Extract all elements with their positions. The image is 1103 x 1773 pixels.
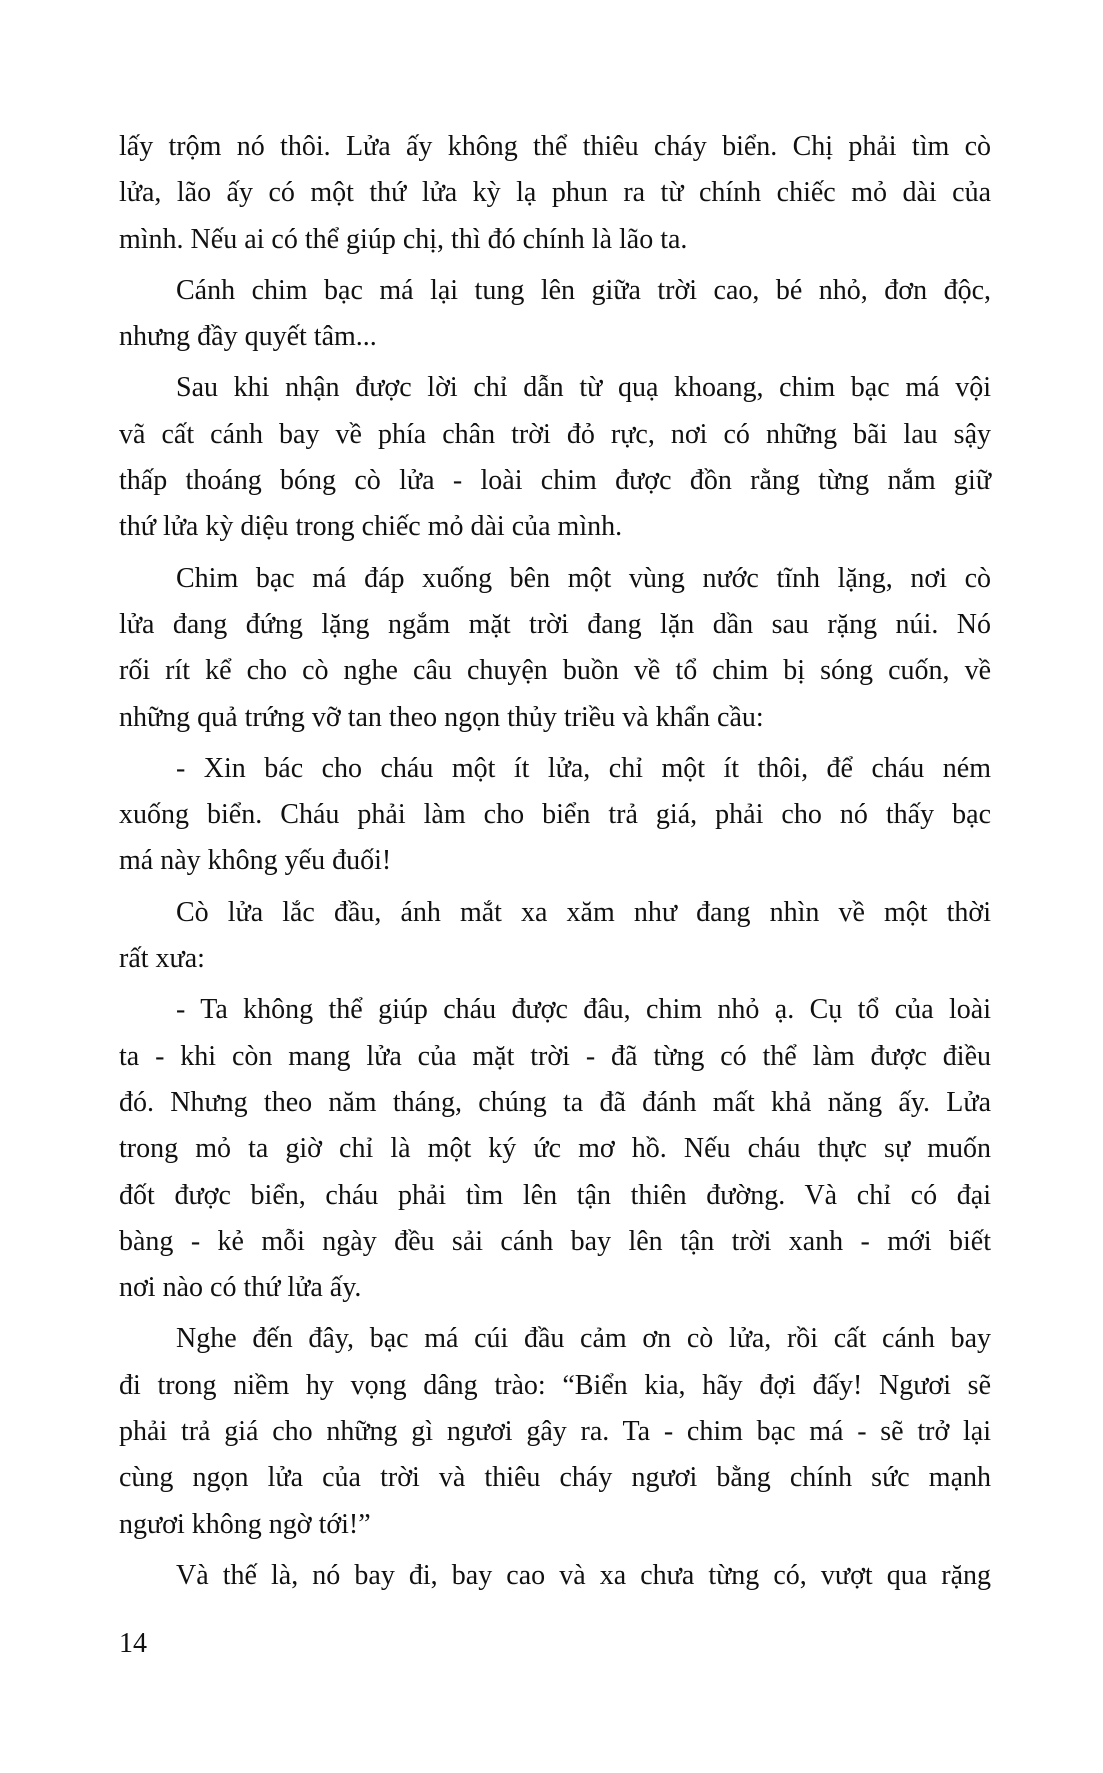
paragraph bbox=[119, 268, 991, 361]
text-line: phải trả giá cho những gì ngươi gây ra. Ta - chim bạc má - sẽ trở lại bbox=[119, 1416, 991, 1448]
text-line: xuống biển. Cháu phải làm cho biển trả giá, phải cho nó thấy bạc bbox=[119, 799, 991, 831]
text-line: - Xin bác cho cháu một ít lửa, chỉ một ít thôi, để cháu ném bbox=[176, 752, 991, 784]
paragraph bbox=[119, 890, 991, 983]
text-line: trong mỏ ta giờ chỉ là một ký ức mơ hồ. Nếu cháu thực sự muốn bbox=[119, 1133, 991, 1165]
text-line: thứ lửa kỳ diệu trong chiếc mỏ dài của mình. bbox=[119, 511, 623, 543]
text-line: thấp thoáng bóng cò lửa - loài chim được đồn rằng từng nắm giữ bbox=[119, 465, 991, 497]
paragraph bbox=[119, 1553, 991, 1599]
text-line: rối rít kể cho cò nghe câu chuyện buồn về tổ chim bị sóng cuốn, về bbox=[119, 655, 991, 687]
text-line: lửa, lão ấy có một thứ lửa kỳ lạ phun ra từ chính chiếc mỏ dài của bbox=[119, 177, 991, 209]
paragraph bbox=[119, 556, 991, 741]
text-line: đi trong niềm hy vọng dâng trào: “Biển kia, hãy đợi đấy! Ngươi sẽ bbox=[119, 1369, 991, 1401]
text-line: nơi nào có thứ lửa ấy. bbox=[119, 1272, 362, 1304]
text-line: Cánh chim bạc má lại tung lên giữa trời cao, bé nhỏ, đơn độc, bbox=[176, 274, 991, 306]
page-body-text bbox=[119, 124, 991, 1604]
text-line: đó. Nhưng theo năm tháng, chúng ta đã đánh mất khả năng ấy. Lửa bbox=[119, 1086, 991, 1118]
text-line: bàng - kẻ mỗi ngày đều sải cánh bay lên tận trời xanh - mới biết bbox=[119, 1225, 991, 1257]
text-line: Cò lửa lắc đầu, ánh mắt xa xăm như đang nhìn về một thời bbox=[176, 896, 991, 928]
text-line: Sau khi nhận được lời chỉ dẫn từ quạ khoang, chim bạc má vội bbox=[176, 372, 991, 404]
text-line: đốt được biển, cháu phải tìm lên tận thiên đường. Và chỉ có đại bbox=[119, 1179, 991, 1211]
paragraph bbox=[119, 1316, 991, 1547]
paragraph bbox=[119, 124, 991, 263]
text-line: nhưng đầy quyết tâm... bbox=[119, 321, 377, 353]
text-line: Nghe đến đây, bạc má cúi đầu cảm ơn cò lửa, rồi cất cánh bay bbox=[176, 1323, 991, 1355]
text-line: ngươi không ngờ tới!” bbox=[119, 1508, 371, 1540]
paragraph bbox=[119, 987, 991, 1311]
text-line: cùng ngọn lửa của trời và thiêu cháy ngươi bằng chính sức mạnh bbox=[119, 1462, 991, 1494]
text-line: lấy trộm nó thôi. Lửa ấy không thể thiêu cháy biển. Chị phải tìm cò bbox=[119, 131, 991, 162]
text-line: lửa đang đứng lặng ngắm mặt trời đang lặn dần sau rặng núi. Nó bbox=[119, 608, 991, 640]
text-line: má này không yếu đuối! bbox=[119, 845, 392, 877]
paragraph bbox=[119, 365, 991, 550]
paragraph bbox=[119, 746, 991, 885]
text-line: Và thế là, nó bay đi, bay cao và xa chưa từng có, vượt qua rặng bbox=[176, 1559, 991, 1591]
text-line: rất xưa: bbox=[119, 943, 205, 975]
text-line: mình. Nếu ai có thể giúp chị, thì đó chính là lão ta. bbox=[119, 223, 688, 255]
text-line: Chim bạc má đáp xuống bên một vùng nước tĩnh lặng, nơi cò bbox=[176, 562, 991, 594]
text-line: - Ta không thể giúp cháu được đâu, chim nhỏ ạ. Cụ tổ của loài bbox=[176, 994, 991, 1026]
text-line: những quả trứng vỡ tan theo ngọn thủy triều và khẩn cầu: bbox=[119, 701, 764, 733]
text-line: ta - khi còn mang lửa của mặt trời - đã từng có thể làm được điều bbox=[119, 1040, 991, 1072]
text-line: vã cất cánh bay về phía chân trời đỏ rực, nơi có những bãi lau sậy bbox=[119, 418, 991, 450]
page-number: 14 bbox=[119, 1628, 147, 1659]
